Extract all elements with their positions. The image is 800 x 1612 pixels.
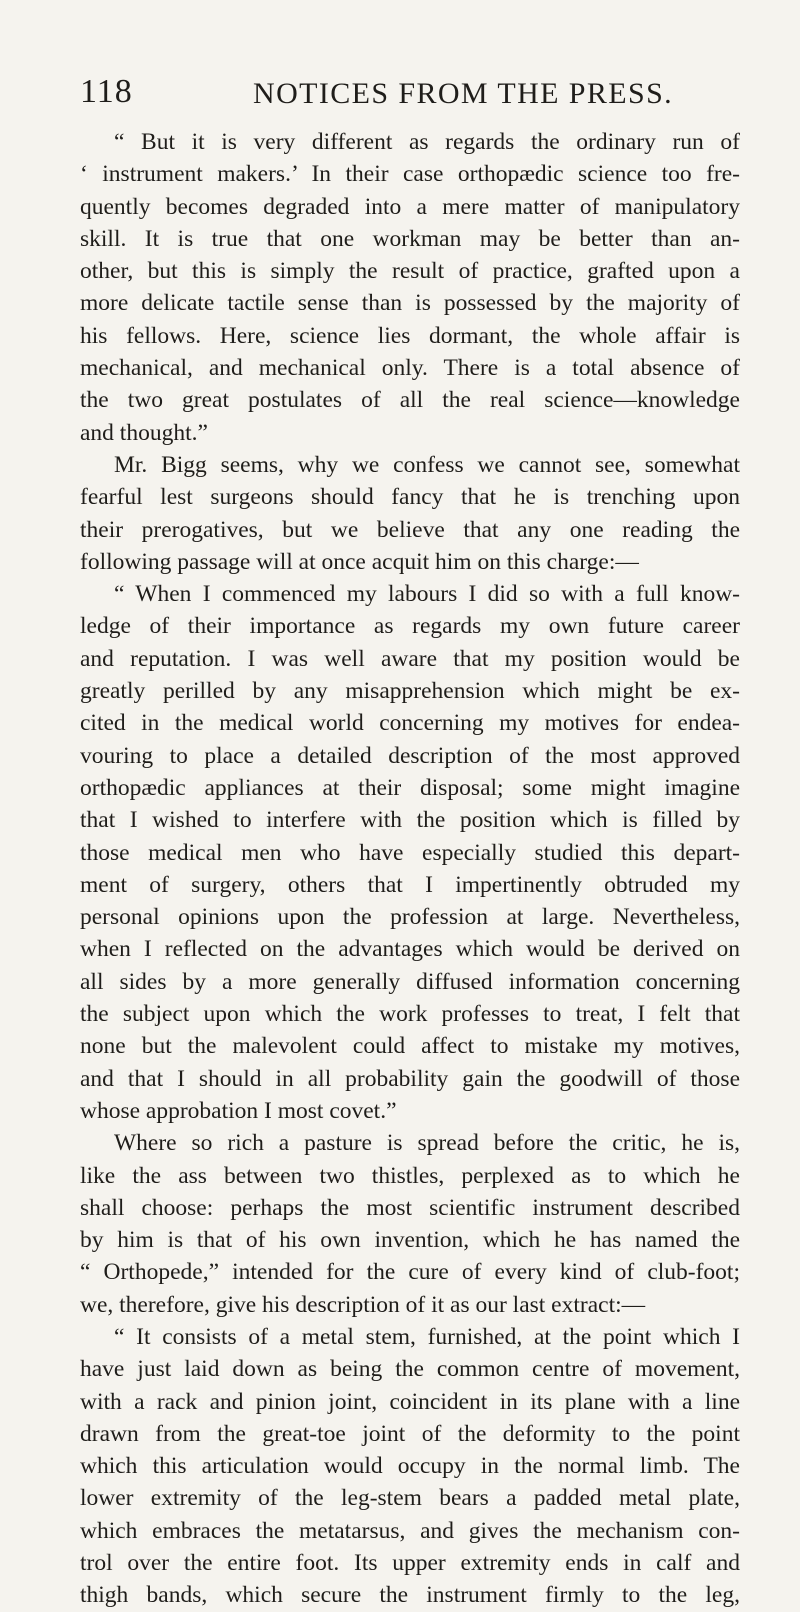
- text-line: and reputation. I was well aware that my position would be: [80, 645, 740, 672]
- text-line: their prerogatives, but we believe that any one reading the: [80, 516, 740, 543]
- text-line: whose approbation I most covet.”: [80, 1097, 397, 1124]
- text-line: following passage will at once acquit him on this charge:—: [80, 548, 639, 575]
- text-line: quently becomes degraded into a mere matter of manipulatory: [80, 193, 740, 220]
- text-line: which embraces the metatarsus, and gives the mechanism con-: [80, 1517, 740, 1544]
- text-line: ‘ instrument makers.’ In their case orthopædic science too fre-: [80, 161, 740, 188]
- text-line: all sides by a more generally diffused information concerning: [80, 968, 740, 995]
- text-line: more delicate tactile sense than is possessed by the majority of: [80, 290, 740, 317]
- text-line: none but the malevolent could affect to mistake my motives,: [80, 1033, 740, 1060]
- text-line: that I wished to interfere with the position which is filled by: [80, 807, 740, 834]
- text-line: Mr. Bigg seems, why we confess we cannot see, somewhat: [114, 451, 740, 478]
- text-line: skill. It is true that one workman may be better than an-: [80, 225, 740, 252]
- text-line: when I reflected on the advantages which would be derived on: [80, 936, 740, 963]
- text-line: the subject upon which the work professes to treat, I felt that: [80, 1001, 740, 1028]
- text-line: “ When I commenced my labours I did so with a full know-: [114, 581, 740, 608]
- text-line: which this articulation would occupy in the normal limb. The: [80, 1453, 740, 1480]
- text-line: his fellows. Here, science lies dormant, the whole affair is: [80, 322, 740, 349]
- text-line: by him is that of his own invention, which he has named the: [80, 1227, 740, 1254]
- body-text: [80, 126, 740, 1612]
- text-line: vouring to place a detailed description of the most approved: [80, 742, 740, 769]
- text-line: fearful lest surgeons should fancy that he is trenching upon: [80, 484, 740, 511]
- text-line: Where so rich a pasture is spread before the critic, he is,: [114, 1130, 740, 1157]
- text-line: thigh bands, which secure the instrument firmly to the leg,: [80, 1582, 740, 1609]
- text-line: other, but this is simply the result of practice, grafted upon a: [80, 258, 740, 285]
- text-line: lower extremity of the leg-stem bears a padded metal plate,: [80, 1485, 740, 1512]
- text-line: “ It consists of a metal stem, furnished, at the point which I: [114, 1323, 740, 1350]
- text-line: shall choose: perhaps the most scientific instrument described: [80, 1194, 740, 1221]
- text-line: mechanical, and mechanical only. There is a total absence of: [80, 355, 740, 382]
- running-head: NOTICES FROM THE PRESS.: [253, 77, 674, 110]
- text-line: ledge of their importance as regards my own future career: [80, 613, 740, 640]
- text-line: have just laid down as being the common centre of movement,: [80, 1356, 740, 1383]
- text-line: the two great postulates of all the real science—knowledge: [80, 387, 740, 414]
- text-line: ment of surgery, others that I impertinently obtruded my: [80, 871, 740, 898]
- text-line: like the ass between two thistles, perplexed as to which he: [80, 1162, 740, 1189]
- text-line: those medical men who have especially studied this depart-: [80, 839, 740, 866]
- page-header: [0, 72, 800, 122]
- text-line: and thought.”: [80, 419, 208, 446]
- text-line: and that I should in all probability gain the goodwill of those: [80, 1065, 740, 1092]
- page-number: 118: [80, 73, 133, 110]
- text-line: trol over the entire foot. Its upper extremity ends in calf and: [80, 1550, 740, 1577]
- text-line: “ But it is very different as regards the ordinary run of: [114, 129, 740, 155]
- text-line: we, therefore, give his description of it as our last extract:—: [80, 1291, 646, 1318]
- text-line: cited in the medical world concerning my motives for endea-: [80, 710, 740, 737]
- text-line: “ Orthopede,” intended for the cure of every kind of club-foot;: [80, 1259, 740, 1286]
- text-line: personal opinions upon the profession at large. Nevertheless,: [80, 904, 740, 931]
- text-line: greatly perilled by any misapprehension which might be ex-: [80, 678, 740, 705]
- text-line: orthopædic appliances at their disposal; some might imagine: [80, 774, 740, 801]
- text-line: drawn from the great-toe joint of the deformity to the point: [80, 1420, 740, 1447]
- text-line: with a rack and pinion joint, coincident in its plane with a line: [80, 1388, 740, 1415]
